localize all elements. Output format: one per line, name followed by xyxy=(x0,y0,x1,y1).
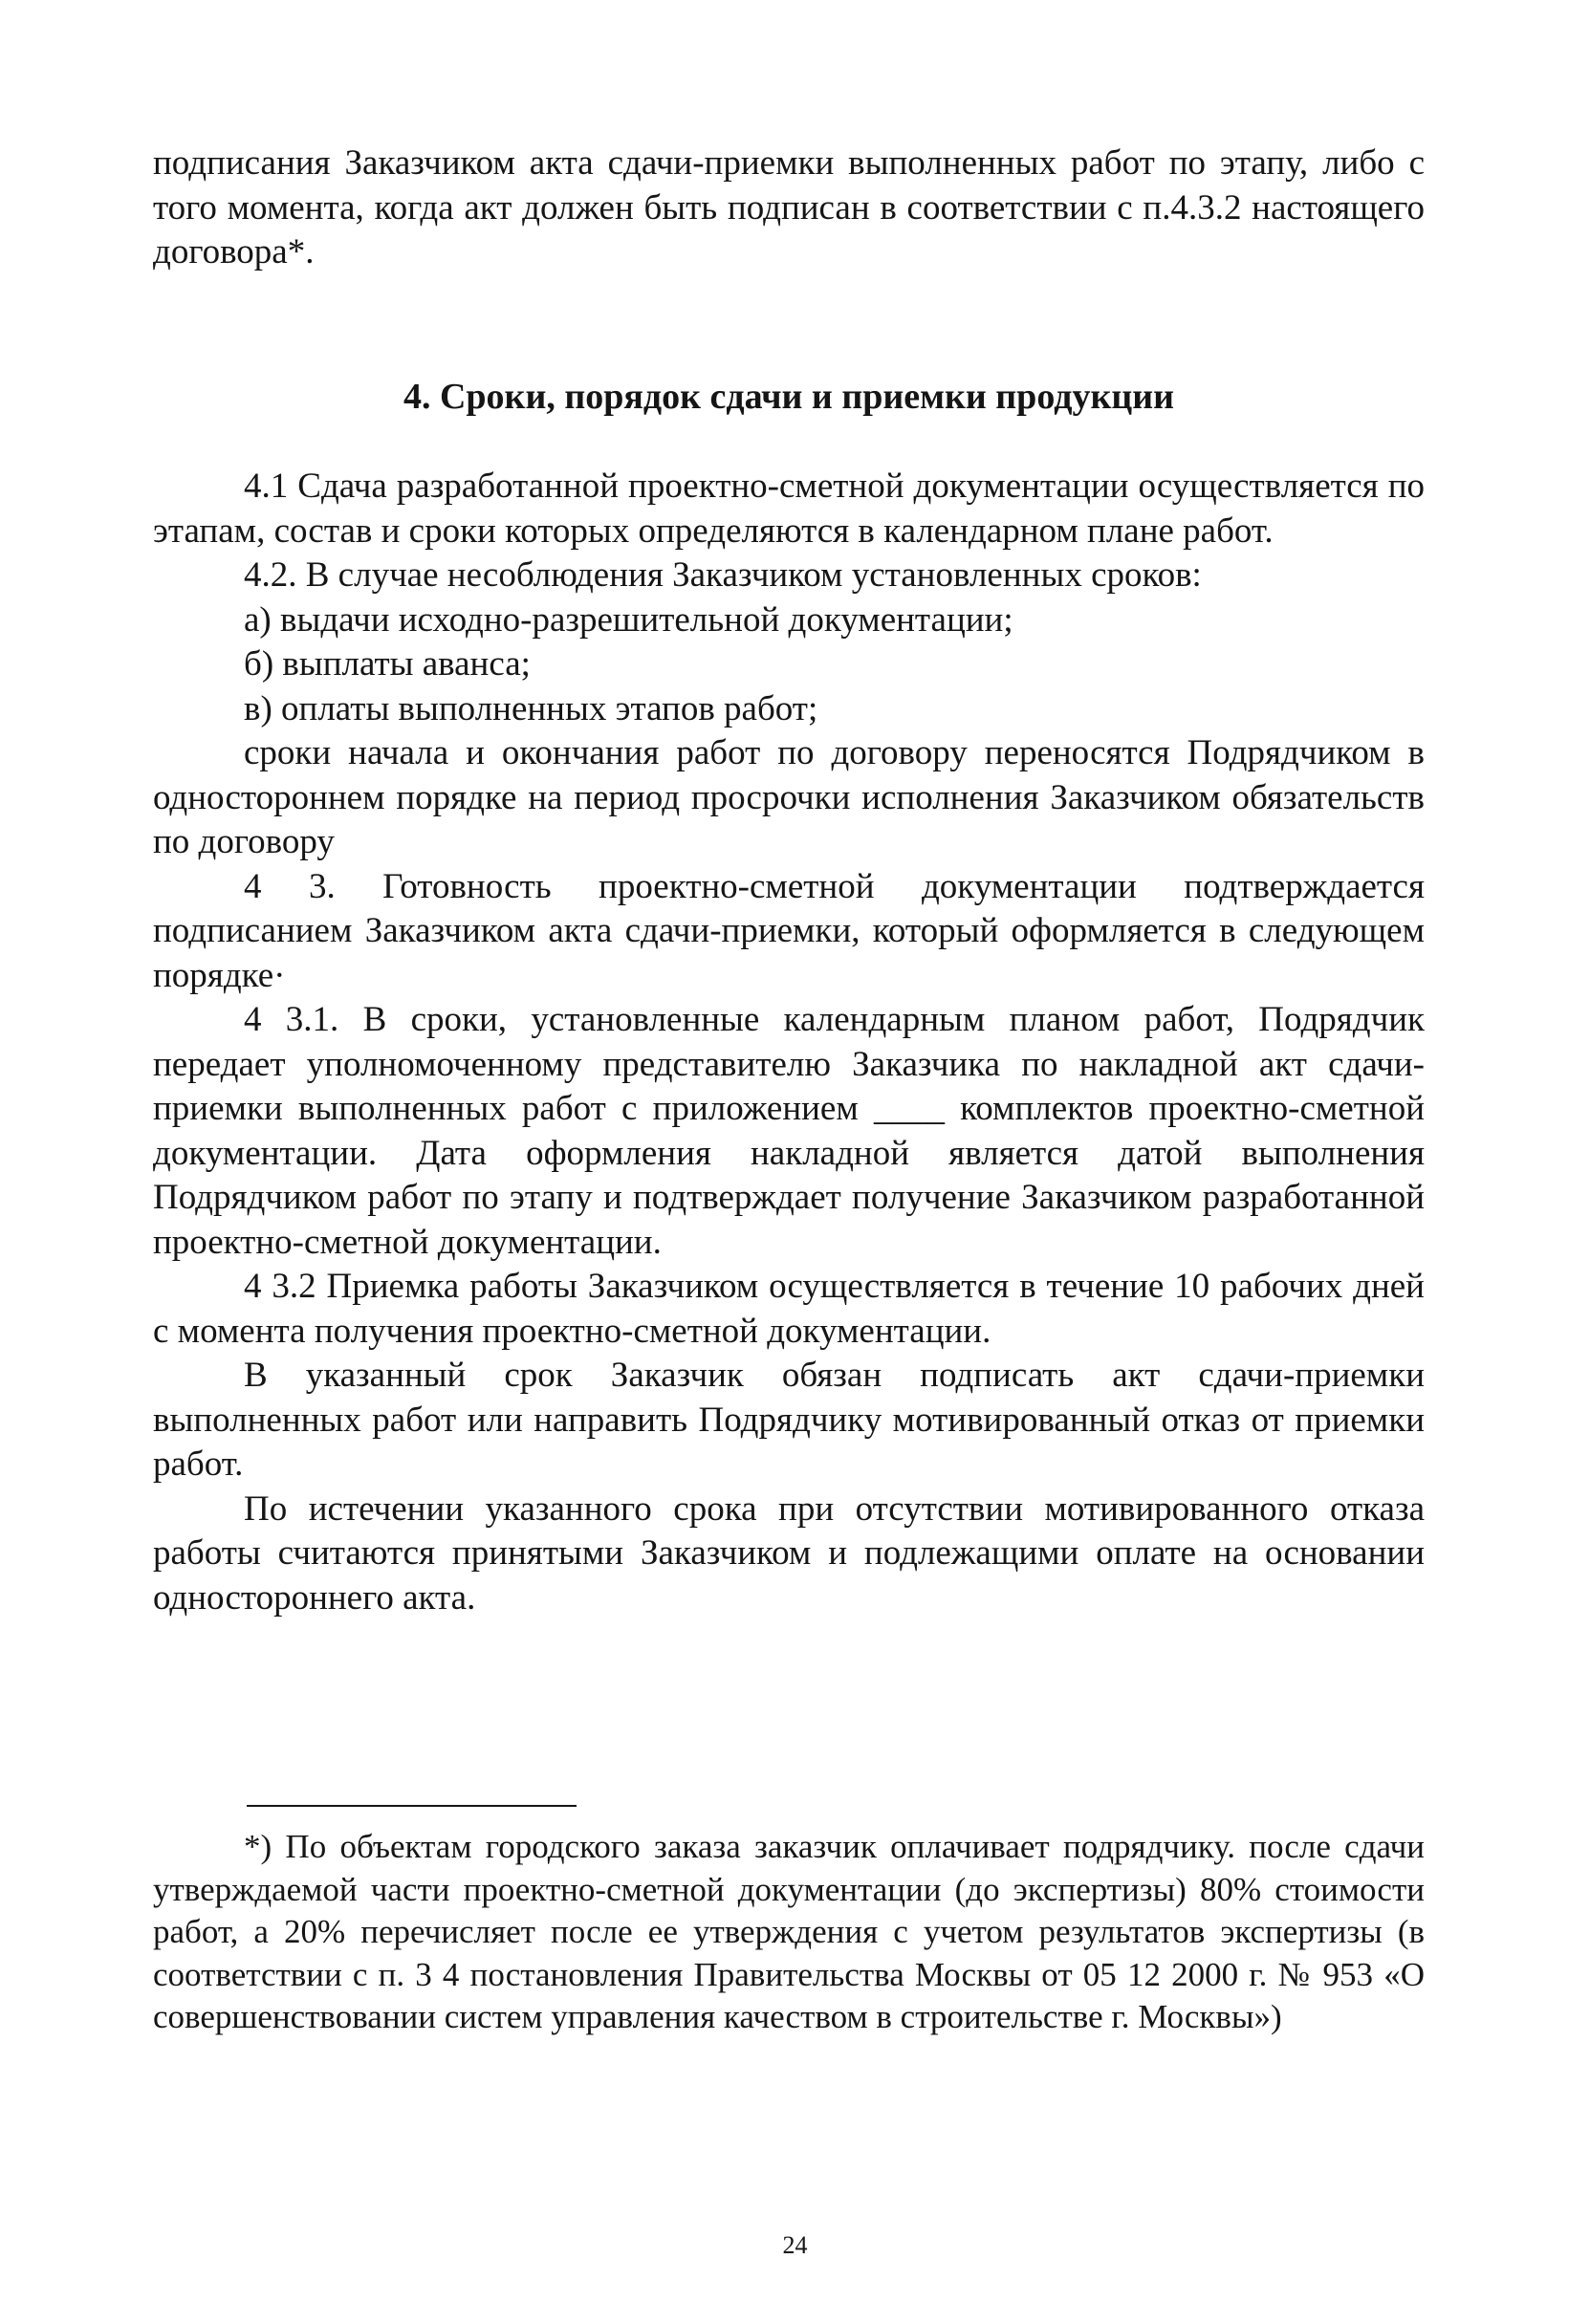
footnote-block xyxy=(153,1826,1425,2039)
section-body xyxy=(153,465,1425,1620)
paragraph-acceptance-term: В указанный срок Заказчик обязан подписать акт сдачи-приемки выполненных работ или направить Подрядчику мотивированный отказ от приемки работ. xyxy=(153,1356,1425,1484)
list-item: в) оплаты выполненных этапов работ; xyxy=(244,688,818,728)
clause-4-1: 4.1 Сдача разработанной проектно-сметной документации осуществляется по этапам, состав и сроки которых определяются в календарном плане работ. xyxy=(153,467,1425,551)
intro-paragraph: подписания Заказчиком акта сдачи-приемки выполненных работ по этапу, либо с того момента, когда акт должен быть подписан в соответствии с п.4.3.2 настоящего договора*. xyxy=(153,143,1425,271)
page-number: 24 xyxy=(782,2231,808,2259)
clause-4-2-tail: сроки начала и окончания работ по договору переносятся Подрядчиком в одностороннем порядке на период просрочки исполнения Заказчиком обязательств по договору xyxy=(153,733,1425,861)
footnote-divider xyxy=(247,1805,577,1807)
intro-paragraph-block xyxy=(153,141,1425,275)
list-item: а) выдачи исходно-разрешительной документации; xyxy=(244,599,1013,640)
clause-4-3: 4 3. Готовность проектно-сметной документации подтверждается подписанием Заказчиком акта сдачи-приемки, который оформляется в следующем порядке· xyxy=(153,866,1425,995)
list-item: б) выплаты аванса; xyxy=(244,644,531,684)
paragraph-term-expiry: По истечении указанного срока при отсутствии мотивированного отказа работы считаются принятыми Заказчиком и подлежащими оплате на основании одностороннего акта. xyxy=(153,1488,1425,1618)
section-heading: 4. Сроки, порядок сдачи и приемки продукции xyxy=(403,377,1175,417)
clause-4-3-2: 4 3.2 Приемка работы Заказчиком осуществляется в течение 10 рабочих дней с момента получения проектно-сметной документации. xyxy=(153,1267,1425,1351)
clause-4-2: 4.2. В случае несоблюдения Заказчиком установленных сроков: xyxy=(244,555,1202,595)
clause-4-3-1: 4 3.1. В сроки, установленные календарным планом работ, Подрядчик передает уполномоченному представителю Заказчика по накладной акт сдачи-приемки выполненных работ с приложением ____ комплектов проектно-сметной документации. Дата оформления накладной является датой выполнения Подрядчиком работ по этапу и подтверждает получение Заказчиком разработанной проектно-сметной документации. xyxy=(153,1000,1425,1262)
footnote-text: *) По объектам городского заказа заказчик оплачивает подрядчику. после сдачи утверждаемой части проектно-сметной документации (до экспертизы) 80% стоимости работ, а 20% перечисляет после ее утверждения с учетом результатов экспертизы (в соответствии с п. 3 4 постановления Правительства Москвы от 05 12 2000 г. № 953 «О совершенствовании систем управления качеством в строительстве г. Москвы») xyxy=(153,1828,1425,2035)
